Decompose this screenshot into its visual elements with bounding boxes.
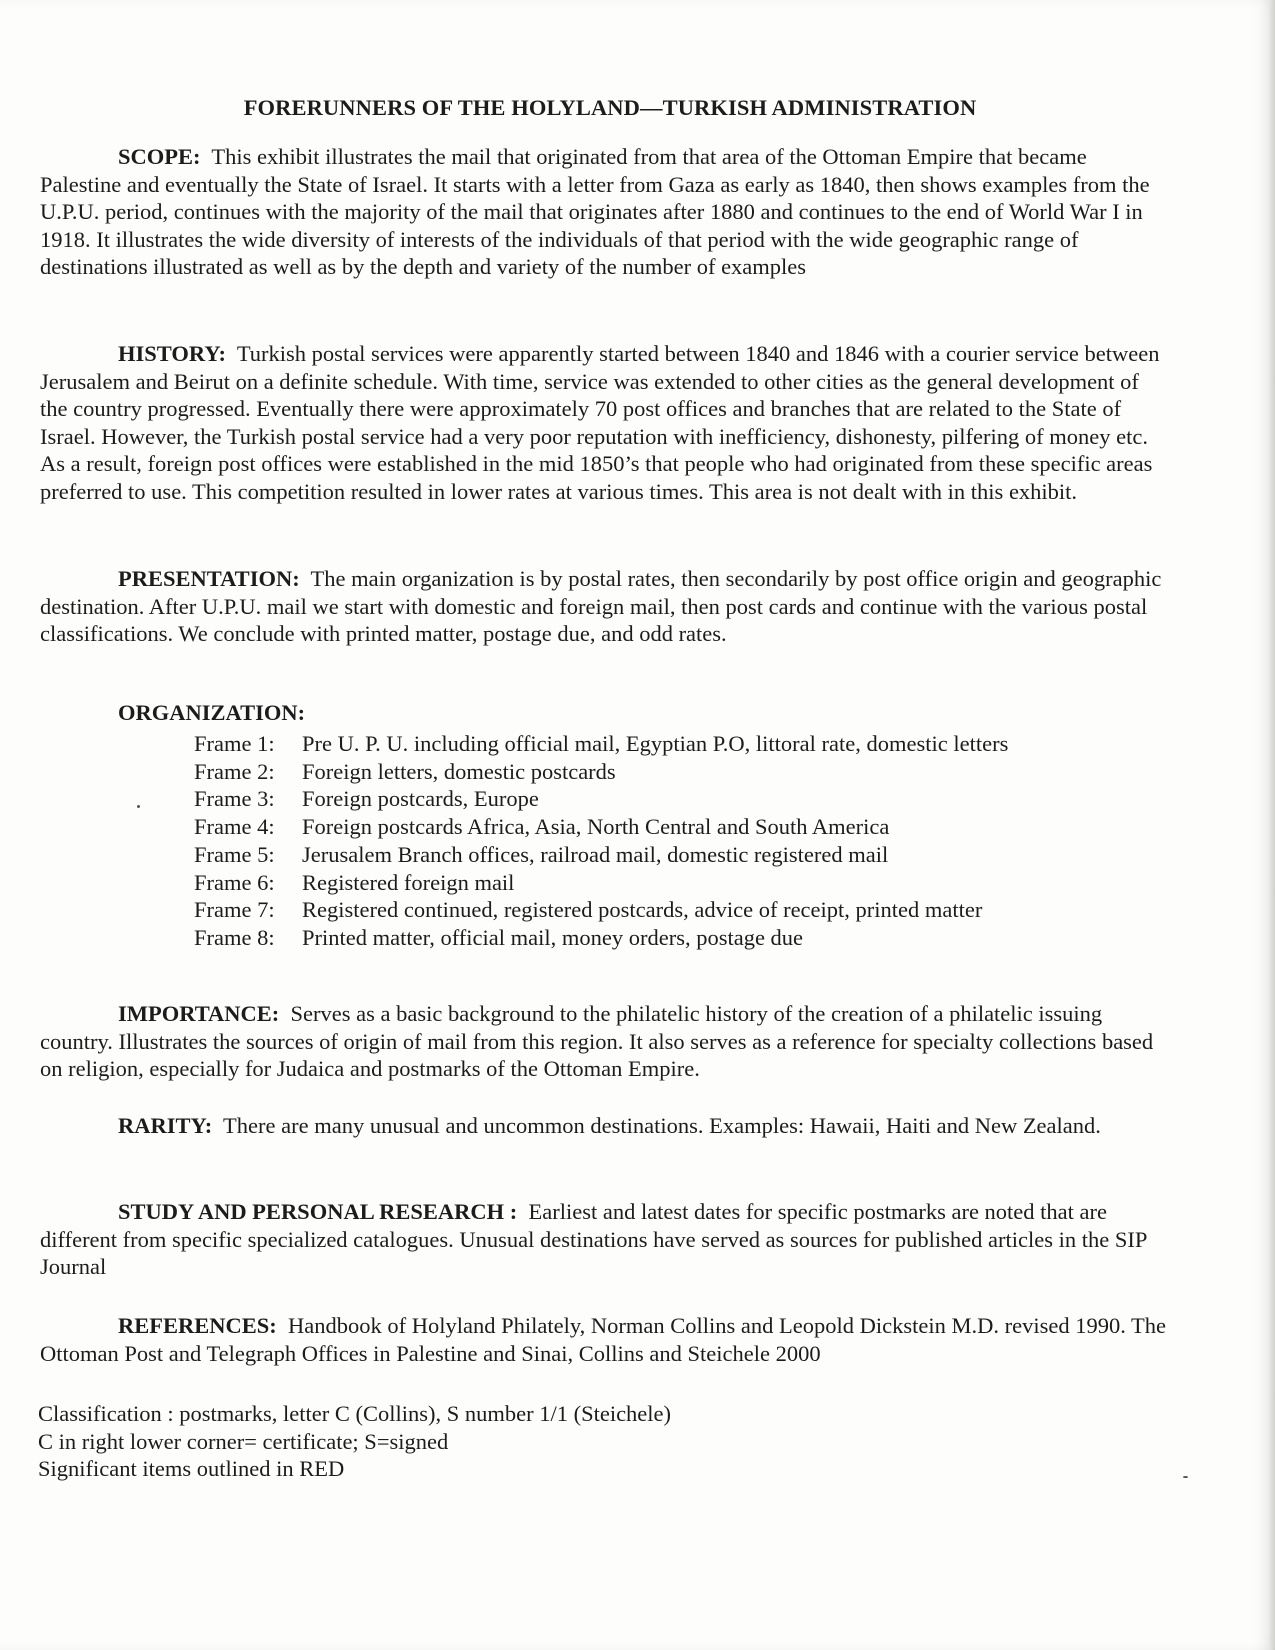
frame-list <box>194 730 1008 952</box>
study-heading: STUDY AND PERSONAL RESEARCH : <box>118 1199 518 1224</box>
frame-item <box>194 758 1008 786</box>
frame-text: Pre U. P. U. including official mail, Egyptian P.O, littoral rate, domestic letters <box>302 731 1009 756</box>
frame-label: Frame 8: <box>194 924 275 950</box>
frame-text: Registered foreign mail <box>302 869 515 895</box>
scan-speck <box>1183 1476 1188 1478</box>
frame-item <box>194 841 1008 869</box>
study-section <box>40 1198 1170 1281</box>
frame-text: Foreign letters, domestic postcards <box>302 758 616 784</box>
rarity-heading: RARITY: <box>118 1113 213 1138</box>
significant-items-note: Significant items outlined in RED <box>38 1456 345 1481</box>
history-text: Turkish postal services were apparently started between 1840 and 1846 with a courier service between Jerusalem and Beirut on a definite schedule. With time, service was extended to other cities as the general development of the country progressed. Eventually there were approximately 70 post offices and branches that are related to the State of Israel. However, the Turkish postal service had a very poor reputation with inefficiency, dishonesty, pilfering of money etc. As a result, foreign post offices were established in the mid 1850’s that people who had originated from these specific areas preferred to use. This competition resulted in lower rates at various times. This area is not dealt with in this exhibit. <box>40 341 1160 504</box>
classification-note: Classification : postmarks, letter C (Collins), S number 1/1 (Steichele) <box>38 1401 672 1426</box>
frame-label: Frame 1: <box>194 731 275 756</box>
frame-text: Foreign postcards, Europe <box>302 786 539 812</box>
importance-text: Serves as a basic background to the philatelic history of the creation of a philatelic issuing country. Illustrates the sources of origin of mail from this region. It also serves as a reference for specialty collections based on religion, especially for Judaica and postmarks of the Ottoman Empire. <box>40 1001 1154 1081</box>
frame-label: Frame 7: <box>194 897 275 923</box>
frame-label: Frame 4: <box>194 814 275 840</box>
frame-label: Frame 5: <box>194 841 275 867</box>
presentation-text: The main organization is by postal rates, then secondarily by post office origin and geographic destination. After U.P.U. mail we start with domestic and foreign mail, then post cards and continue with the various postal classifications. We conclude with printed matter, postage due, and odd rates. <box>40 566 1162 646</box>
importance-section <box>40 1000 1170 1083</box>
scope-heading: SCOPE: <box>118 144 201 169</box>
references-heading: REFERENCES: <box>118 1313 277 1338</box>
page-edge-shadow <box>1269 0 1275 1650</box>
history-heading: HISTORY: <box>118 341 227 366</box>
frame-item <box>194 924 1008 952</box>
notes-block <box>38 1400 671 1483</box>
organization-heading: ORGANIZATION: <box>118 700 306 725</box>
frame-item <box>194 730 1008 758</box>
rarity-section <box>40 1112 1170 1140</box>
frame-text: Foreign postcards Africa, Asia, North Central and South America <box>302 814 890 840</box>
presentation-heading: PRESENTATION: <box>118 566 300 591</box>
scan-speck <box>137 805 140 808</box>
importance-heading: IMPORTANCE: <box>118 1001 280 1026</box>
rarity-text: There are many unusual and uncommon destinations. Examples: Hawaii, Haiti and New Zealand. <box>223 1113 1101 1138</box>
frame-label: Frame 3: <box>194 786 275 812</box>
study-text: Earliest and latest dates for specific postmarks are noted that are different from specific specialized catalogues. Unusual destinations have served as sources for published articles in the SIP Journal <box>40 1199 1147 1279</box>
presentation-section <box>40 565 1170 648</box>
frame-text: Printed matter, official mail, money orders, postage due <box>302 924 804 950</box>
frame-label: Frame 6: <box>194 869 275 895</box>
frame-item <box>194 896 1008 924</box>
frame-label: Frame 2: <box>194 758 275 784</box>
frame-text: Jerusalem Branch offices, railroad mail, domestic registered mail <box>302 841 889 867</box>
certificate-note: C in right lower corner= certificate; S=signed <box>38 1428 449 1454</box>
page-title: FORERUNNERS OF THE HOLYLAND—TURKISH ADMINISTRATION <box>243 95 977 120</box>
references-section <box>40 1312 1170 1367</box>
references-text: Handbook of Holyland Philately, Norman Collins and Leopold Dickstein M.D. revised 1990. The Ottoman Post and Telegraph Offices in Palestine and Sinai, Collins and Steichele 2000 <box>40 1313 1167 1366</box>
history-section <box>40 340 1170 505</box>
frame-item <box>194 785 1008 813</box>
scope-section <box>40 143 1170 281</box>
frame-item <box>194 813 1008 841</box>
frame-item <box>194 869 1008 897</box>
frame-text: Registered continued, registered postcards, advice of receipt, printed matter <box>302 897 983 923</box>
scope-text: This exhibit illustrates the mail that originated from that area of the Ottoman Empire that became Palestine and eventually the State of Israel. It starts with a letter from Gaza as early as 1840, then shows examples from the U.P.U. period, continues with the majority of the mail that originates after 1880 and continues to the end of World War I in 1918. It illustrates the wide diversity of interests of the individuals of that period with the wide geographic range of destinations illustrated as well as by the depth and variety of the number of examples <box>40 144 1150 279</box>
